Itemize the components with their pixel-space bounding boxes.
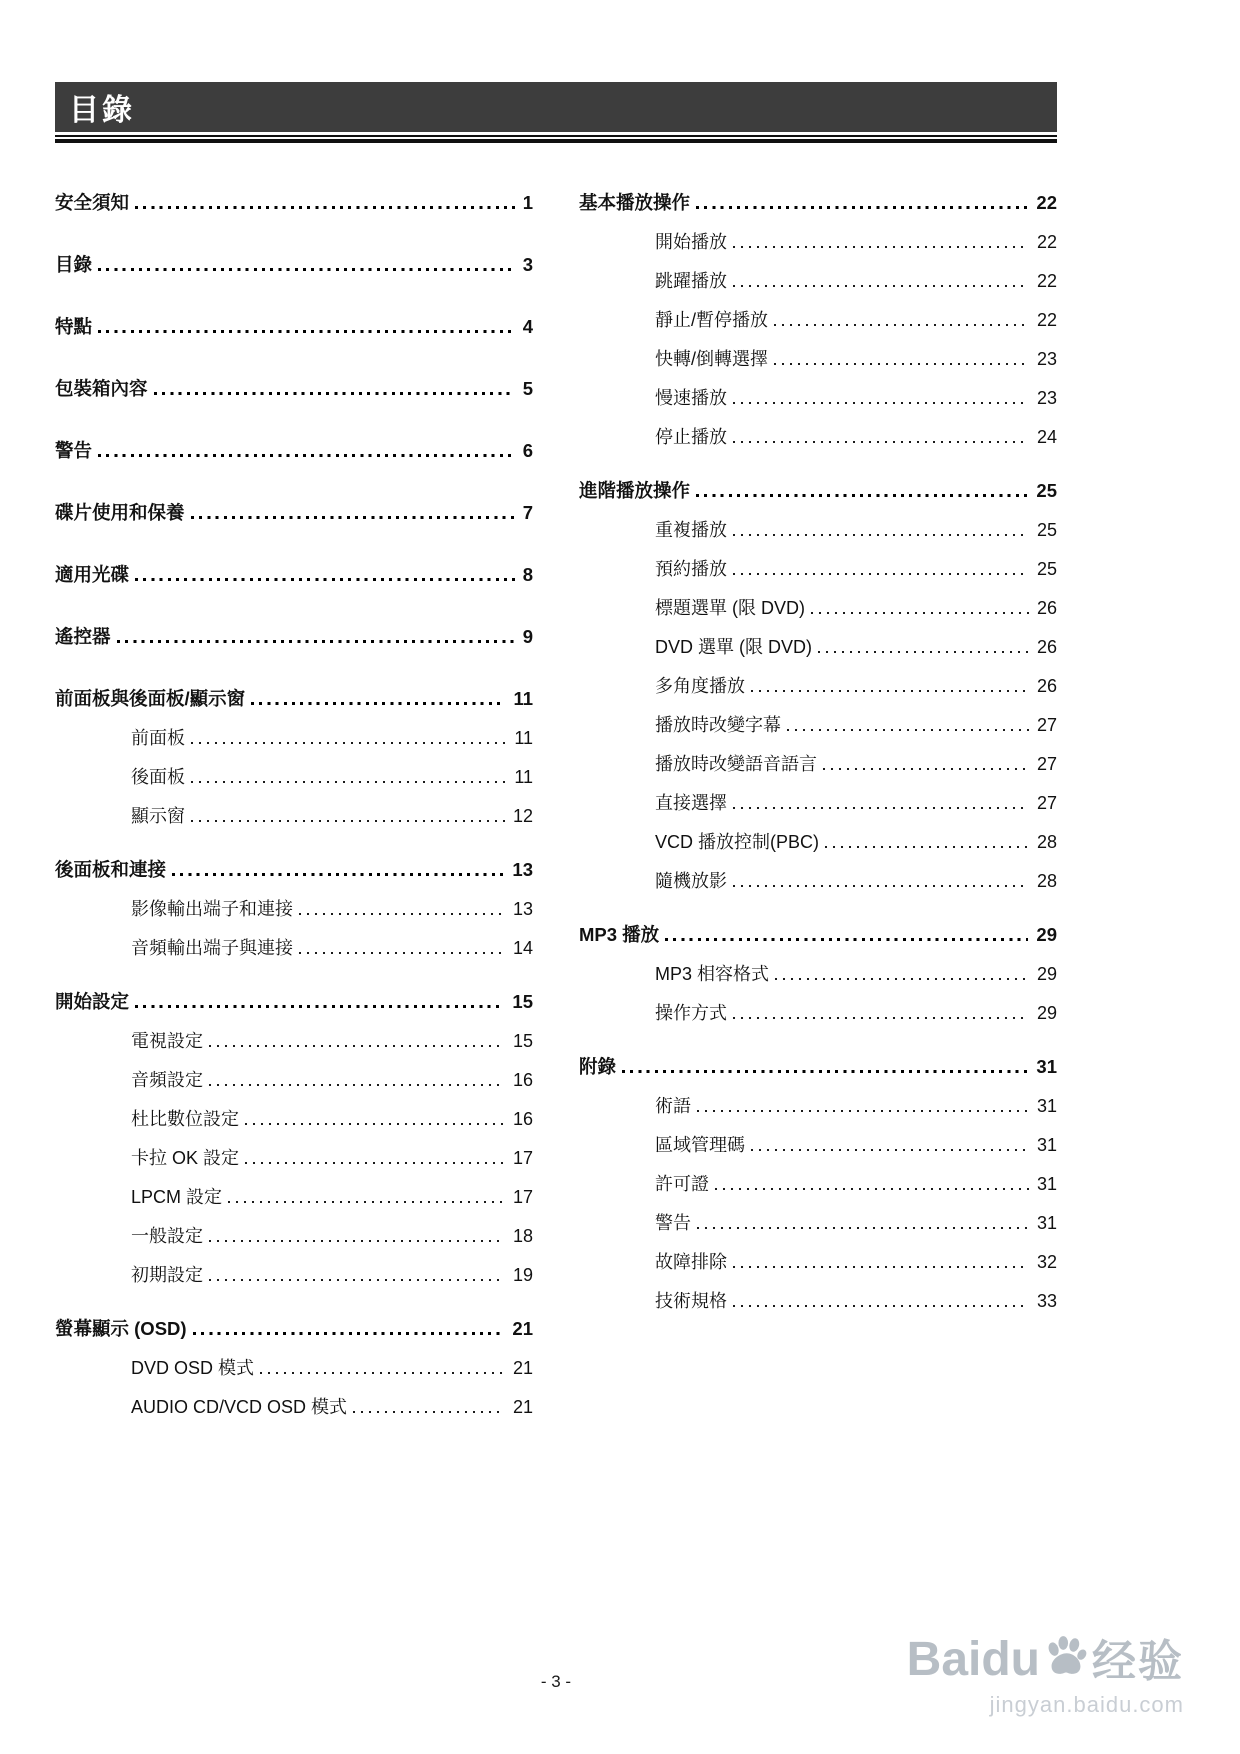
toc-page-number: 11 [514, 728, 533, 748]
toc-entry-label: 後面板 [131, 767, 185, 787]
toc-left-column [55, 191, 533, 1419]
toc-dotted-leader [191, 742, 506, 744]
toc-entry-label: 卡拉 OK 設定 [131, 1148, 240, 1168]
toc-entry-row [579, 479, 1057, 503]
toc-entry-label: 預約播放 [655, 559, 727, 579]
toc-entry-row [55, 1185, 533, 1209]
toc-dotted-leader [733, 246, 1029, 248]
toc-dotted-leader [245, 1123, 505, 1125]
toc-dotted-leader [697, 1227, 1029, 1229]
page-title: 目錄 [69, 94, 135, 127]
toc-dotted-leader [209, 1084, 505, 1086]
toc-entry-label: 操作方式 [655, 1003, 727, 1023]
toc-page-number: 11 [513, 688, 533, 709]
toc-dotted-leader [191, 516, 515, 519]
toc-entry-row [579, 269, 1057, 293]
toc-dotted-leader [787, 729, 1029, 731]
toc-page-number: 26 [1036, 598, 1057, 618]
toc-entry-row [55, 765, 533, 789]
toc-entry-row [55, 1224, 533, 1248]
toc-page-number: 33 [1036, 1291, 1057, 1311]
toc-entry-row [579, 923, 1057, 947]
toc-dotted-leader [665, 938, 1028, 941]
toc-entry-label: 初期設定 [131, 1265, 203, 1285]
toc-entry-label: 播放時改變語音語言 [655, 754, 817, 774]
toc-entry-label: 附錄 [579, 1056, 617, 1077]
toc-entry-row [579, 425, 1057, 449]
toc-dotted-leader [228, 1201, 505, 1203]
toc-page-number: 25 [1036, 480, 1057, 501]
toc-entry-label: 音頻設定 [131, 1070, 203, 1090]
watermark-brand [906, 1633, 1184, 1686]
header-rule-thin [55, 135, 1057, 137]
toc-entry-label: MP3 播放 [579, 924, 660, 945]
toc-dotted-leader [733, 1305, 1029, 1307]
toc-entry-row [55, 253, 533, 277]
toc-dotted-leader [98, 330, 515, 333]
watermark-brand-cn: 经验 [1092, 1637, 1184, 1686]
toc-entry-label: 特點 [55, 316, 93, 337]
toc-entry-row [55, 1107, 533, 1131]
toc-dotted-leader [818, 651, 1029, 653]
toc-entry-label: 播放時改變字幕 [655, 715, 781, 735]
toc-dotted-leader [697, 1110, 1029, 1112]
toc-entry-label: 術語 [655, 1096, 691, 1116]
toc-page-number: 1 [522, 192, 533, 213]
toc-entry-row [55, 439, 533, 463]
toc-page-number: 29 [1036, 964, 1057, 984]
toc-entry-row [55, 1317, 533, 1341]
toc-page-number: 13 [512, 859, 533, 880]
toc-dotted-leader [811, 612, 1029, 614]
toc-page-number: 7 [522, 502, 533, 523]
toc-entry-label: 多角度播放 [655, 676, 745, 696]
toc-page-number: 3 [522, 254, 533, 275]
toc-dotted-leader [299, 952, 505, 954]
toc-entry-row [579, 1211, 1057, 1235]
toc-page-number: 31 [1036, 1096, 1057, 1116]
toc-entry-row [579, 230, 1057, 254]
toc-entry-label: 杜比數位設定 [131, 1109, 239, 1129]
toc-page-number: 11 [514, 767, 533, 787]
toc-dotted-leader [260, 1372, 505, 1374]
toc-entry-label: 靜止/暫停播放 [655, 310, 769, 330]
toc-entry-label: 適用光碟 [55, 564, 130, 585]
toc-entry-row [55, 726, 533, 750]
toc-dotted-leader [135, 578, 515, 581]
toc-entry-label: 一般設定 [131, 1226, 203, 1246]
toc-entry-row [55, 1263, 533, 1287]
toc-dotted-leader [251, 702, 505, 705]
toc-entry-row [579, 869, 1057, 893]
toc-page-number: 29 [1036, 1003, 1057, 1023]
watermark-brand-latin: Baidu [906, 1633, 1040, 1686]
toc-dotted-leader [733, 285, 1029, 287]
toc-entry-label: 重複播放 [655, 520, 727, 540]
toc-dotted-leader [209, 1240, 505, 1242]
toc-page-number: 23 [1036, 388, 1057, 408]
toc-entry-row [579, 752, 1057, 776]
toc-entry-label: 區域管理碼 [655, 1135, 745, 1155]
toc-dotted-leader [774, 363, 1029, 365]
toc-page-number: 17 [512, 1148, 533, 1168]
toc-entry-label: 碟片使用和保養 [55, 502, 185, 523]
toc-entry-label: 許可證 [655, 1174, 709, 1194]
toc-dotted-leader [98, 454, 515, 457]
page-number-footer: - 3 - [540, 1672, 572, 1691]
toc-page-number: 14 [512, 938, 533, 958]
toc-entry-label: LPCM 設定 [131, 1187, 223, 1207]
toc-entry-label: 故障排除 [655, 1252, 727, 1272]
toc-entry-label: 目錄 [55, 254, 93, 275]
toc-entry-label: 前面板與後面板/顯示窗 [55, 688, 246, 709]
toc-page-number: 23 [1036, 349, 1057, 369]
toc-page-number: 31 [1036, 1213, 1057, 1233]
toc-entry-row [579, 713, 1057, 737]
toc-dotted-leader [245, 1162, 505, 1164]
toc-dotted-leader [117, 640, 515, 643]
manual-toc-page [55, 82, 1057, 1419]
toc-entry-label: 停止播放 [655, 427, 727, 447]
toc-entry-label: 快轉/倒轉選擇 [655, 349, 769, 369]
toc-entry-row [579, 1094, 1057, 1118]
toc-entry-label: 進階播放操作 [579, 480, 691, 501]
toc-entry-label: DVD 選單 (限 DVD) [655, 637, 812, 657]
toc-entry-row [579, 1055, 1057, 1079]
toc-entry-row [579, 830, 1057, 854]
toc-entry-row [55, 191, 533, 215]
toc-page-number: 6 [522, 440, 533, 461]
toc-page-number: 31 [1036, 1056, 1057, 1077]
toc-page-number: 31 [1036, 1174, 1057, 1194]
toc-entry-row [55, 990, 533, 1014]
watermark-url: jingyan.baidu.com [989, 1692, 1184, 1717]
toc-dotted-leader [825, 846, 1029, 848]
toc-entry-row [579, 674, 1057, 698]
toc-page-number: 29 [1036, 924, 1057, 945]
toc-entry-row [579, 962, 1057, 986]
toc-entry-row [579, 596, 1057, 620]
toc-dotted-leader [733, 534, 1029, 536]
toc-entry-label: 技術規格 [655, 1291, 727, 1311]
toc-entry-row [579, 347, 1057, 371]
toc-dotted-leader [696, 494, 1028, 497]
toc-entry-row [579, 1172, 1057, 1196]
toc-page-number: 5 [522, 378, 533, 399]
toc-dotted-leader [733, 1017, 1029, 1019]
toc-page-number: 12 [512, 806, 533, 826]
toc-page-number: 17 [512, 1187, 533, 1207]
toc-dotted-leader [751, 690, 1029, 692]
toc-page-number: 26 [1036, 637, 1057, 657]
toc-dotted-leader [774, 324, 1029, 326]
toc-dotted-leader [733, 441, 1029, 443]
toc-page-number: 28 [1036, 832, 1057, 852]
toc-entry-label: 警告 [655, 1213, 691, 1233]
toc-dotted-leader [353, 1411, 505, 1413]
toc-page-number: 32 [1036, 1252, 1057, 1272]
toc-page-number: 21 [512, 1358, 533, 1378]
toc-dotted-leader [135, 1005, 504, 1008]
toc-entry-label: 影像輸出端子和連接 [131, 899, 293, 919]
toc-dotted-leader [622, 1070, 1028, 1073]
toc-entry-label: 螢幕顯示 (OSD) [55, 1318, 187, 1339]
toc-entry-label: 標題選單 (限 DVD) [655, 598, 805, 618]
toc-dotted-leader [733, 1266, 1029, 1268]
toc-entry-label: 電視設定 [131, 1031, 203, 1051]
toc-entry-row [579, 1289, 1057, 1313]
toc-dotted-leader [823, 768, 1029, 770]
toc-dotted-leader [299, 913, 505, 915]
toc-entry-row [579, 386, 1057, 410]
baidu-watermark [906, 1633, 1184, 1718]
toc-entry-label: VCD 播放控制(PBC) [655, 832, 820, 852]
toc-page-number: 26 [1036, 676, 1057, 696]
toc-entry-row [55, 315, 533, 339]
toc-entry-label: 安全須知 [55, 192, 130, 213]
toc-entry-row [579, 1250, 1057, 1274]
toc-page-number: 24 [1036, 427, 1057, 447]
toc-page-number: 28 [1036, 871, 1057, 891]
toc-page-number: 22 [1036, 232, 1057, 252]
toc-page-number: 9 [522, 626, 533, 647]
toc-page-number: 25 [1036, 520, 1057, 540]
toc-page-number: 27 [1036, 754, 1057, 774]
toc-entry-label: 警告 [55, 440, 93, 461]
section-header-bar [55, 82, 1057, 132]
toc-entry-row [55, 936, 533, 960]
toc-entry-row [55, 1395, 533, 1419]
toc-page-number: 16 [512, 1070, 533, 1090]
toc-entry-row [579, 518, 1057, 542]
toc-entry-row [55, 687, 533, 711]
toc-entry-label: 基本播放操作 [579, 192, 691, 213]
toc-entry-label: 直接選擇 [655, 793, 727, 813]
toc-page-number: 21 [512, 1397, 533, 1417]
toc-entry-row [55, 1068, 533, 1092]
toc-dotted-leader [733, 402, 1029, 404]
toc-page-number: 25 [1036, 559, 1057, 579]
toc-entry-row [579, 1001, 1057, 1025]
toc-entry-label: 開始播放 [655, 232, 727, 252]
toc-dotted-leader [751, 1149, 1029, 1151]
toc-entry-label: 開始設定 [55, 991, 130, 1012]
toc-columns [55, 143, 1057, 1419]
toc-entry-row [579, 1133, 1057, 1157]
toc-dotted-leader [715, 1188, 1029, 1190]
toc-entry-row [55, 1029, 533, 1053]
toc-entry-row [579, 635, 1057, 659]
toc-page-number: 22 [1036, 310, 1057, 330]
toc-entry-row [579, 191, 1057, 215]
toc-dotted-leader [191, 781, 506, 783]
toc-entry-row [579, 557, 1057, 581]
toc-entry-label: 慢速播放 [655, 388, 727, 408]
toc-page-number: 22 [1036, 192, 1057, 213]
toc-page-number: 15 [512, 1031, 533, 1051]
toc-entry-label: AUDIO CD/VCD OSD 模式 [131, 1397, 348, 1417]
toc-page-number: 31 [1036, 1135, 1057, 1155]
toc-page-number: 15 [512, 991, 533, 1012]
toc-page-number: 18 [512, 1226, 533, 1246]
toc-dotted-leader [209, 1045, 505, 1047]
toc-entry-row [579, 308, 1057, 332]
toc-page-number: 4 [522, 316, 533, 337]
toc-dotted-leader [98, 268, 515, 271]
toc-entry-label: 跳躍播放 [655, 271, 727, 291]
toc-entry-row [55, 377, 533, 401]
toc-entry-label: 隨機放影 [655, 871, 727, 891]
toc-dotted-leader [193, 1332, 505, 1335]
toc-dotted-leader [172, 873, 504, 876]
toc-entry-label: 前面板 [131, 728, 185, 748]
toc-entry-row [55, 804, 533, 828]
toc-entry-label: 後面板和連接 [55, 859, 167, 880]
toc-entry-row [55, 1356, 533, 1380]
toc-entry-label: 顯示窗 [131, 806, 185, 826]
toc-page-number: 21 [512, 1318, 533, 1339]
toc-page-number: 13 [512, 899, 533, 919]
toc-page-number: 27 [1036, 715, 1057, 735]
paw-icon [1044, 1634, 1088, 1678]
toc-entry-label: 遙控器 [55, 626, 111, 647]
toc-entry-label: 音頻輸出端子與連接 [131, 938, 293, 958]
toc-dotted-leader [775, 978, 1029, 980]
toc-page-number: 22 [1036, 271, 1057, 291]
toc-page-number: 8 [522, 564, 533, 585]
toc-entry-row [579, 791, 1057, 815]
toc-right-column [579, 191, 1057, 1419]
toc-dotted-leader [191, 820, 505, 822]
toc-entry-row [55, 563, 533, 587]
toc-page-number: 19 [512, 1265, 533, 1285]
toc-entry-row [55, 501, 533, 525]
toc-dotted-leader [733, 807, 1029, 809]
toc-entry-label: MP3 相容格式 [655, 964, 770, 984]
toc-dotted-leader [154, 392, 515, 395]
toc-page-number: 16 [512, 1109, 533, 1129]
toc-dotted-leader [733, 573, 1029, 575]
toc-entry-row [55, 1146, 533, 1170]
toc-dotted-leader [696, 206, 1028, 209]
toc-page-number: 27 [1036, 793, 1057, 813]
toc-entry-label: 包裝箱內容 [55, 378, 148, 399]
toc-entry-row [55, 897, 533, 921]
toc-entry-label: DVD OSD 模式 [131, 1358, 255, 1378]
toc-dotted-leader [135, 206, 515, 209]
toc-entry-row [55, 858, 533, 882]
toc-dotted-leader [733, 885, 1029, 887]
toc-dotted-leader [209, 1279, 505, 1281]
toc-entry-row [55, 625, 533, 649]
